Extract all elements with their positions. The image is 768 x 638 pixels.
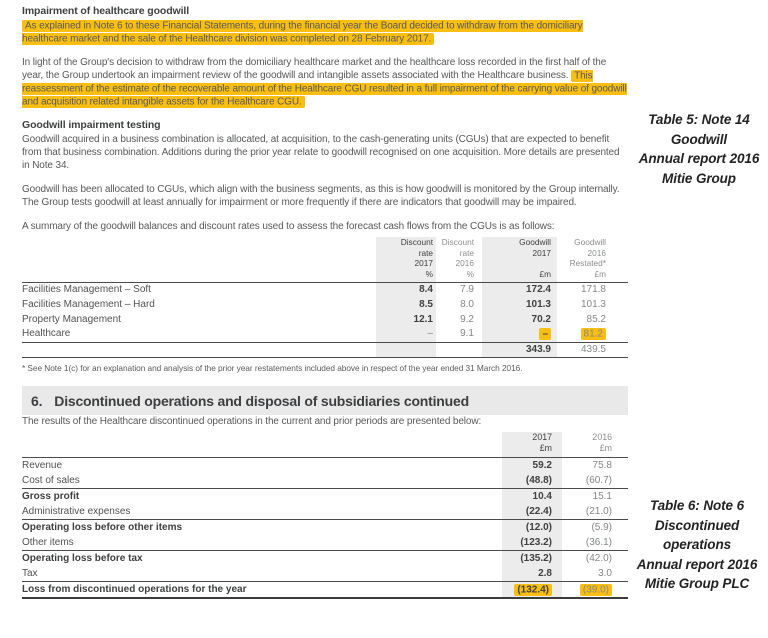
header-line: Restated*	[569, 258, 606, 269]
highlight-loss-2016: (39.0)	[580, 584, 612, 596]
table-row-tax	[22, 566, 628, 582]
cell-2017: 2.8	[502, 566, 562, 582]
annotation-line: Goodwill	[670, 131, 728, 147]
goodwill-table	[22, 237, 628, 358]
row-label: Operating loss before other items	[22, 520, 502, 536]
header-line: £m	[594, 268, 606, 279]
cell-goodwill-2016: 85.2	[586, 313, 606, 325]
header-line: 2017	[414, 258, 433, 269]
header-line: %	[425, 268, 433, 279]
cell-discount-2017: 12.1	[376, 313, 436, 328]
cell-2016: 15.1	[562, 489, 628, 505]
header-empty-cell	[22, 237, 376, 283]
header-goodwill-2016-restated	[557, 237, 628, 283]
row-label: Facilities Management – Hard	[22, 298, 155, 310]
cell-2017: 10.4	[502, 489, 562, 505]
highlight-goodwill-2017-nil: –	[539, 328, 551, 340]
highlight-loss-2017: (132.4)	[514, 584, 552, 596]
cell-2017-highlighted	[502, 582, 562, 599]
total-discount-2017-empty	[376, 342, 436, 358]
cell-goodwill-2016: 171.8	[580, 284, 606, 296]
cell-discount-2016: 9.2	[460, 313, 474, 325]
header-2017	[502, 432, 562, 458]
cell-discount-2017: 8.4	[376, 283, 436, 298]
row-label: Cost of sales	[22, 475, 80, 487]
annotation-line: Mitie Group	[662, 170, 736, 186]
row-label: Healthcare	[22, 327, 376, 342]
table-row-property-management	[22, 313, 628, 328]
total-discount-2016-empty	[436, 342, 482, 358]
cell-2017: (135.2)	[502, 551, 562, 567]
annotation-table6	[626, 496, 768, 594]
document-body	[22, 5, 628, 599]
cell-2017: (12.0)	[502, 520, 562, 536]
table-row-total	[22, 342, 628, 358]
header-unit: £m	[539, 443, 552, 454]
row-label: Administrative expenses	[22, 506, 131, 518]
cell-goodwill-2016-highlighted	[557, 327, 628, 342]
row-label: Gross profit	[22, 489, 502, 505]
table-row-fm-hard	[22, 298, 628, 313]
table-row-operating-loss-before-tax	[22, 551, 628, 567]
annotation-line: operations	[662, 537, 731, 552]
table-row-revenue	[22, 458, 628, 474]
header-line: 2016	[587, 247, 606, 258]
annotation-line: Annual report 2016	[636, 556, 758, 572]
header-year: 2017	[532, 432, 552, 443]
table-row-administrative-expenses	[22, 504, 628, 520]
table-row-gross-profit	[22, 489, 628, 505]
paragraph-cgu-monitoring: Goodwill has been allocated to CGUs, which align with the business segments, as this is how goodwill is monitored by the Group internally. The Group tests goodwill at least annually for impairment or more frequently if there are indicators that goodwill may be impaired.	[22, 184, 620, 208]
paragraph-cgu-allocation: Goodwill acquired in a business combination is allocated, at acquisition, to the cash-generating units (CGUs) that are expected to benefit from that business combination. Additions during the prior year relate to goodwill recognised on one acquisition. More details are presented in Note 34.	[22, 134, 620, 171]
header-line	[482, 258, 551, 269]
row-label: Operating loss before tax	[22, 551, 502, 567]
section-title: Discontinued operations and disposal of subsidiaries continued	[54, 392, 469, 409]
header-line: %	[466, 268, 474, 279]
cell-2016: 75.8	[592, 460, 612, 472]
cell-discount-2016: 8.0	[460, 298, 474, 310]
table-row-other-items	[22, 535, 628, 551]
cell-2016: (60.7)	[585, 475, 612, 487]
paragraph-note6	[22, 19, 628, 45]
paragraph-summary-intro: A summary of the goodwill balances and discount rates used to assess the forecast cash flows from the CGUs is as follows:	[22, 221, 555, 232]
header-empty-cell	[22, 432, 502, 458]
cell-goodwill-2017: 70.2	[482, 313, 557, 328]
cell-goodwill-2016: 101.3	[580, 298, 606, 310]
header-line: rate	[418, 247, 433, 258]
row-label: Other items	[22, 537, 74, 549]
paragraph-impairment-review-text: In light of the Group's decision to withdraw from the domiciliary healthcare market and the healthcare loss recorded in the first half of the year, the Group undertook an impairment review of the goodwill and intangible assets associated with the Healthcare business.	[22, 57, 607, 81]
header-discount-rate-2016	[436, 237, 482, 283]
cell-2017: (22.4)	[502, 504, 562, 520]
header-line: Discount	[400, 237, 433, 247]
annotation-table5	[630, 110, 768, 188]
results-table	[22, 432, 628, 599]
header-line: Goodwill	[519, 237, 551, 247]
total-goodwill-2017: 343.9	[482, 342, 557, 358]
annotation-line: Annual report 2016	[638, 151, 760, 166]
table-row-operating-loss-before-other-items	[22, 520, 628, 536]
header-unit: £m	[599, 443, 612, 454]
header-line: rate	[459, 247, 474, 258]
goodwill-table-header-row	[22, 237, 628, 283]
cell-2016: (5.9)	[562, 520, 628, 536]
cell-discount-2016: 9.1	[436, 327, 482, 342]
cell-2016-highlighted	[562, 582, 628, 599]
header-line: 2017	[532, 247, 551, 258]
cell-goodwill-2017: 101.3	[482, 298, 557, 313]
highlight-goodwill-2016-81-2: 81.2	[581, 328, 606, 340]
paragraph-impairment-review	[22, 56, 628, 108]
paragraph-results-intro: The results of the Healthcare discontinued operations in the current and prior periods are presented below:	[22, 416, 482, 428]
cell-2016: (42.0)	[562, 551, 628, 567]
header-goodwill-2017	[482, 237, 557, 283]
annotation-line: Table 5: Note 14	[648, 112, 750, 127]
cell-goodwill-2017: 172.4	[482, 283, 557, 298]
header-2016	[562, 432, 628, 458]
cell-2016: (36.1)	[585, 537, 612, 549]
annotation-line: Mitie Group PLC	[644, 576, 750, 591]
cell-2017: (123.2)	[502, 535, 562, 551]
annotation-line: Table 6: Note 6	[649, 498, 745, 513]
row-label: Loss from discontinued operations for the year	[22, 582, 502, 599]
table-row-healthcare	[22, 327, 628, 342]
row-label: Facilities Management – Soft	[22, 284, 151, 296]
cell-discount-2017: –	[376, 327, 436, 342]
cell-2017: 59.2	[502, 458, 562, 474]
table-row-loss-for-the-year	[22, 582, 628, 599]
header-line: Discount	[441, 237, 474, 247]
results-table-header-row	[22, 432, 628, 458]
total-label-empty	[22, 342, 376, 358]
cell-discount-2017: 8.5	[376, 298, 436, 313]
header-line: 2016	[455, 258, 474, 269]
annotation-line: Discontinued	[654, 517, 740, 533]
highlight-note6: As explained in Note 6 to these Financial Statements, during the financial year the Board decided to withdraw from the domiciliary healthcare market and the sale of the Healthcare division was completed on 28 February 2017.	[22, 20, 583, 44]
total-goodwill-2016: 439.5	[557, 342, 628, 358]
table-row-fm-soft	[22, 283, 628, 298]
header-year: 2016	[592, 432, 612, 443]
heading-goodwill-testing: Goodwill impairment testing	[22, 119, 161, 131]
cell-2017: (48.8)	[502, 473, 562, 489]
table-row-cost-of-sales	[22, 473, 628, 489]
row-label: Tax	[22, 568, 38, 580]
table-footnote: * See Note 1(c) for an explanation and analysis of the prior year restatements included above in respect of the year ended 31 March 2016.	[22, 363, 523, 374]
heading-impairment-goodwill: Impairment of healthcare goodwill	[22, 5, 190, 17]
header-line: £m	[539, 268, 551, 279]
cell-discount-2016: 7.9	[460, 284, 474, 296]
header-discount-rate-2017	[376, 237, 436, 283]
row-label: Revenue	[22, 460, 63, 472]
cell-2016: 3.0	[598, 568, 612, 580]
section-number: 6.	[31, 392, 43, 409]
highlight-reassessment: This reassessment of the estimate of the recoverable amount of the Healthcare CGU resulted in a full impairment of the carrying value of goodwill and acquisition related intangible assets for the Healthcare CGU.	[22, 70, 627, 107]
cell-2016: (21.0)	[585, 506, 612, 518]
cell-goodwill-2017-highlighted	[482, 327, 557, 342]
header-line: Goodwill	[574, 237, 606, 247]
section-heading-discontinued-operations	[22, 386, 628, 415]
row-label: Property Management	[22, 313, 121, 325]
